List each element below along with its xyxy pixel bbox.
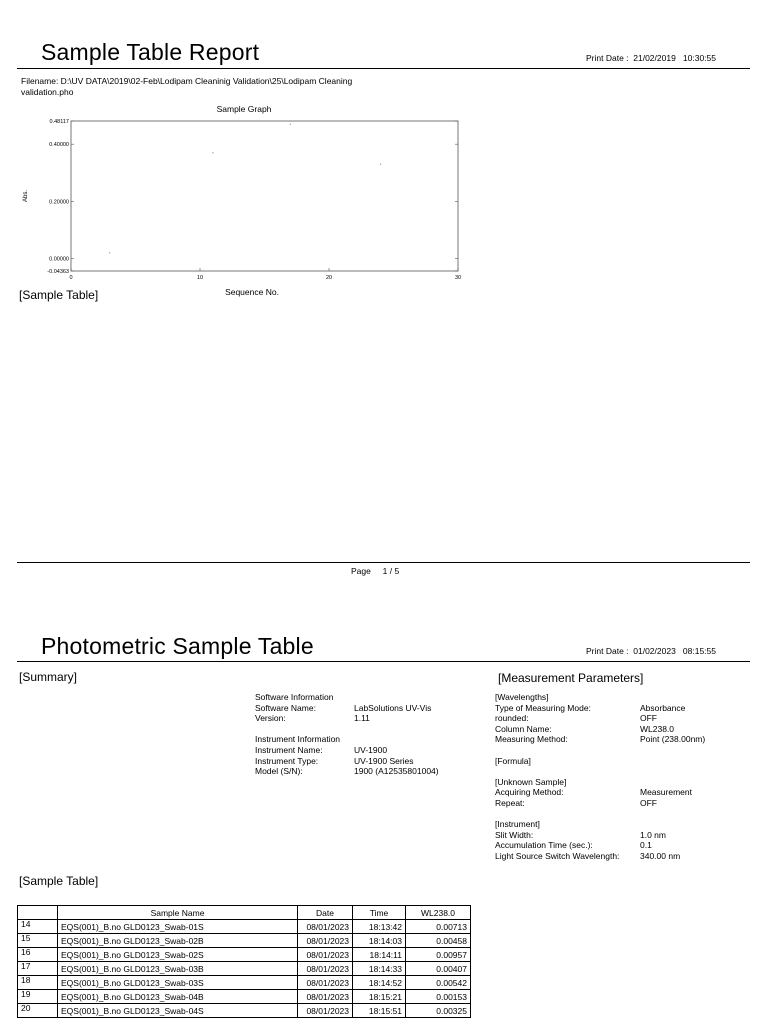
x-tick-label: 10 — [196, 275, 204, 281]
summary-heading: [Summary] — [19, 670, 78, 684]
page-number: 1 / 5 — [382, 566, 400, 576]
x-tick-label: 30 — [454, 275, 462, 281]
method-label: Measuring Method: — [495, 734, 568, 745]
wl-value-cell: 0.00458 — [406, 934, 471, 948]
time-cell: 18:13:42 — [353, 920, 406, 934]
row-index: 16 — [18, 948, 58, 962]
time-cell: 18:14:52 — [353, 976, 406, 990]
plot-area — [71, 121, 458, 271]
date-cell: 08/01/2023 — [298, 920, 353, 934]
rounded-label: rounded: — [495, 713, 529, 724]
col-header-index — [18, 906, 58, 920]
software-info-heading: Software Information — [255, 692, 334, 702]
table-header-row — [18, 906, 471, 920]
wavelengths-heading: [Wavelengths] — [495, 692, 549, 702]
print-date-2 — [586, 646, 716, 656]
table-row — [18, 990, 471, 1004]
data-point — [380, 164, 381, 165]
print-date-value-2: 01/02/2023 — [633, 646, 676, 656]
col-header-wl: WL238.0 — [406, 906, 471, 920]
data-point — [109, 252, 110, 253]
y-tick-label: 0.48117 — [49, 119, 69, 125]
table-row — [18, 1004, 471, 1018]
sample-name-cell: EQS(001)_B.no GLD0123_Swab-04B — [58, 990, 298, 1004]
model-value: 1900 (A12535801004) — [354, 766, 439, 777]
table-row — [18, 976, 471, 990]
model-label: Model (S/N): — [255, 766, 303, 777]
date-cell: 08/01/2023 — [298, 934, 353, 948]
y-axis — [47, 119, 458, 275]
print-time-value-2: 08:15:55 — [682, 646, 716, 656]
slit-label: Slit Width: — [495, 829, 534, 840]
measurement-heading: [Measurement Parameters] — [498, 671, 644, 685]
mode-value: Absorbance — [640, 702, 686, 713]
sample-table-heading-1: [Sample Table] — [19, 288, 99, 302]
switch-wavelength-value: 340.00 nm — [640, 850, 681, 861]
graph-title: Sample Graph — [216, 104, 272, 114]
accumulation-value: 0.1 — [640, 840, 652, 851]
formula-heading: [Formula] — [495, 755, 531, 766]
y-tick-label: -0.04363 — [47, 269, 69, 275]
page-indicator — [351, 566, 399, 576]
switch-wavelength-label: Light Source Switch Wavelength: — [495, 850, 620, 861]
instrument-type-value: UV-1900 Series — [354, 755, 414, 766]
x-axis-label: Sequence No. — [225, 287, 279, 297]
repeat-value: OFF — [640, 797, 657, 808]
instrument-name-label: Instrument Name: — [255, 744, 323, 755]
time-cell: 18:14:33 — [353, 962, 406, 976]
table-row — [18, 962, 471, 976]
y-tick-label: 0.40000 — [49, 142, 69, 149]
method-value: Point (238.00nm) — [640, 734, 706, 745]
data-points — [109, 124, 381, 254]
y-tick-label: 0.20000 — [49, 199, 69, 206]
x-tick-label: 0 — [69, 275, 73, 281]
column-label: Column Name: — [495, 723, 552, 734]
y-tick-label: 0.00000 — [49, 256, 69, 263]
version-label: Version: — [255, 713, 286, 724]
time-cell: 18:14:11 — [353, 948, 406, 962]
instrument-name-value: UV-1900 — [354, 744, 388, 755]
time-cell: 18:15:21 — [353, 990, 406, 1004]
instrument-info-heading: Instrument Information — [255, 734, 341, 745]
software-name-label: Software Name: — [255, 702, 316, 713]
date-cell: 08/01/2023 — [298, 948, 353, 962]
filename-line-1: Filename: D:\UV DATA\2019\02-Feb\Lodipam Cleaninig Validation\25\Lodipam Cleaning — [21, 76, 353, 86]
sample-table — [17, 905, 471, 1018]
slit-value: 1.0 nm — [640, 829, 666, 840]
col-header-time: Time — [353, 906, 406, 920]
instrument-type-label: Instrument Type: — [255, 755, 319, 766]
mode-label: Type of Measuring Mode: — [495, 702, 591, 713]
report-title: Sample Table Report — [41, 39, 260, 65]
filename-line-2: validation.pho — [21, 86, 74, 97]
sample-table-heading-2: [Sample Table] — [19, 874, 99, 888]
row-index: 19 — [18, 990, 58, 1004]
header-rule-2 — [17, 661, 750, 662]
row-index: 18 — [18, 976, 58, 990]
table-row — [18, 948, 471, 962]
acquiring-value: Measurement — [640, 787, 692, 798]
print-date — [586, 53, 716, 63]
time-cell: 18:14:03 — [353, 934, 406, 948]
footer-rule — [17, 562, 750, 563]
print-time-value: 10:30:55 — [682, 53, 716, 63]
sample-name-cell: EQS(001)_B.no GLD0123_Swab-02S — [58, 948, 298, 962]
print-date-label: Print Date : — [586, 53, 629, 63]
unknown-sample-heading: [Unknown Sample] — [495, 776, 567, 787]
data-point — [290, 124, 291, 125]
wl-value-cell: 0.00542 — [406, 976, 471, 990]
wl-value-cell: 0.00407 — [406, 962, 471, 976]
date-cell: 08/01/2023 — [298, 976, 353, 990]
row-index: 20 — [18, 1004, 58, 1018]
wl-value-cell: 0.00957 — [406, 948, 471, 962]
row-index: 17 — [18, 962, 58, 976]
x-axis — [69, 268, 461, 281]
row-index: 15 — [18, 934, 58, 948]
col-header-sample-name: Sample Name — [58, 906, 298, 920]
repeat-label: Repeat: — [495, 797, 525, 808]
version-value: 1.11 — [354, 713, 370, 724]
date-cell: 08/01/2023 — [298, 990, 353, 1004]
rounded-value: OFF — [640, 713, 657, 724]
accumulation-label: Accumulation Time (sec.): — [495, 840, 593, 851]
date-cell: 08/01/2023 — [298, 962, 353, 976]
page-label: Page — [351, 566, 371, 576]
print-date-value: 21/02/2019 — [633, 53, 676, 63]
table-row — [18, 920, 471, 934]
filename — [21, 76, 352, 97]
row-index: 14 — [18, 920, 58, 934]
header-rule — [17, 68, 750, 69]
time-cell: 18:15:51 — [353, 1004, 406, 1018]
wl-value-cell: 0.00325 — [406, 1004, 471, 1018]
photometric-title: Photometric Sample Table — [41, 633, 314, 659]
wl-value-cell: 0.00153 — [406, 990, 471, 1004]
sample-name-cell: EQS(001)_B.no GLD0123_Swab-01S — [58, 920, 298, 934]
instrument-heading: [Instrument] — [495, 819, 540, 830]
sample-name-cell: EQS(001)_B.no GLD0123_Swab-03B — [58, 962, 298, 976]
y-axis-label: Abs. — [23, 189, 29, 203]
wl-value-cell: 0.00713 — [406, 920, 471, 934]
sample-graph — [15, 100, 465, 300]
acquiring-label: Acquiring Method: — [495, 787, 564, 798]
date-cell: 08/01/2023 — [298, 1004, 353, 1018]
data-point — [212, 152, 213, 153]
table-row — [18, 934, 471, 948]
col-header-date: Date — [298, 906, 353, 920]
sample-name-cell: EQS(001)_B.no GLD0123_Swab-03S — [58, 976, 298, 990]
sample-name-cell: EQS(001)_B.no GLD0123_Swab-02B — [58, 934, 298, 948]
software-instrument-info — [255, 692, 439, 777]
software-name-value: LabSolutions UV-Vis — [354, 702, 432, 713]
print-date-label-2: Print Date : — [586, 646, 629, 656]
measurement-params — [495, 692, 705, 862]
column-value: WL238.0 — [640, 723, 675, 734]
x-tick-label: 20 — [325, 275, 333, 281]
sample-name-cell: EQS(001)_B.no GLD0123_Swab-04S — [58, 1004, 298, 1018]
